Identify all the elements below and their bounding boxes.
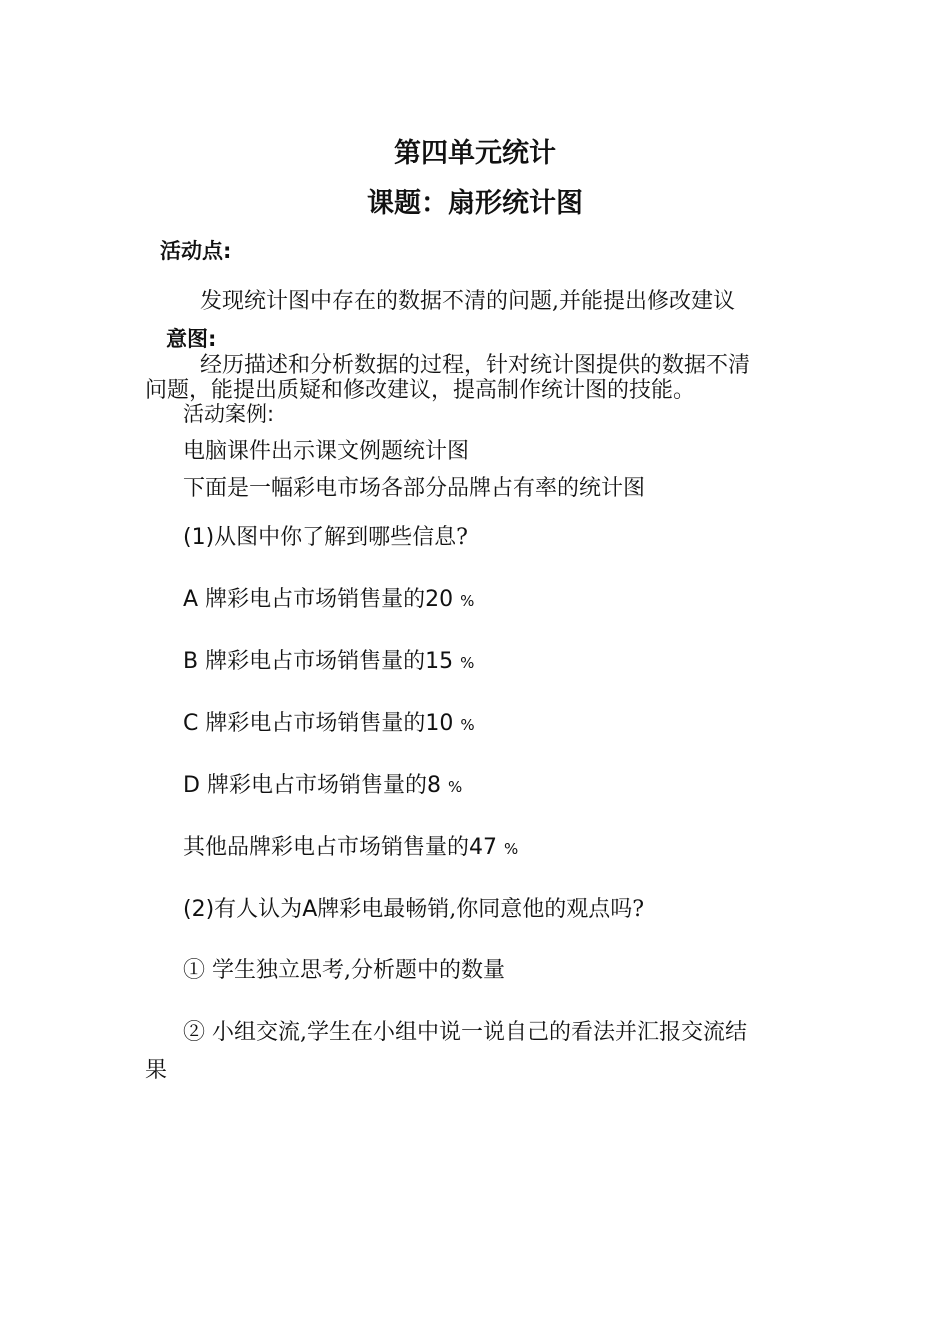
brand-d-line [183,768,462,799]
brand-text: 牌彩电占市场销售量的 [205,711,426,736]
percent-sign: % [504,840,519,858]
brand-text: 牌彩电占市场销售量的 [205,587,426,612]
brand-a-line [183,582,474,613]
other-brands-line [183,830,518,861]
brand-b-line [183,644,474,675]
brand-letter: A [183,587,199,612]
question-1-number: (1) [183,525,215,550]
case-line-1: 电脑课件出示课文例题统计图 [183,439,470,464]
activity-point-label: 活动点: [160,239,232,263]
percent-sign: % [460,592,475,610]
case-label: 活动案例: [183,402,275,426]
brand-letter: C [183,711,199,736]
intent-line-2: 问题，能提出质疑和修改建议，提高制作统计图的技能。 [145,378,696,403]
step-2-line-2: 果 [145,1058,168,1083]
step-2-line-1: ② 小组交流,学生在小组中说一说自己的看法并汇报交流结 [183,1020,747,1045]
intent-label: 意图: [166,327,217,351]
unit-title: 第四单元统计 [394,138,556,169]
brand-c-line [183,706,475,737]
other-value: 47 [469,835,498,860]
percent-sign: % [447,778,463,796]
question-2-pre: 有人认为 [214,897,303,922]
brand-text: 牌彩电占市场销售量的 [206,773,427,798]
brand-value: 15 [425,649,454,674]
brand-value: 20 [425,587,454,612]
activity-point-text: 发现统计图中存在的数据不清的问题,并能提出修改建议 [200,289,735,314]
question-1 [183,520,468,551]
brand-value: 10 [425,711,454,736]
question-2-post: 牌彩电最畅销,你同意他的观点吗? [317,897,645,922]
question-2-number: (2) [183,897,215,922]
brand-letter: B [183,649,199,674]
intent-line-1: 经历描述和分析数据的过程，针对统计图提供的数据不清 [200,353,751,378]
question-2 [183,892,644,923]
step-1: ① 学生独立思考,分析题中的数量 [183,958,505,983]
case-line-2: 下面是一幅彩电市场各部分品牌占有率的统计图 [183,476,646,501]
brand-letter: D [183,773,200,798]
percent-sign: % [460,716,475,734]
lesson-title: 课题：扇形统计图 [367,188,583,219]
percent-sign: % [460,654,475,672]
brand-text: 牌彩电占市场销售量的 [205,649,426,674]
question-2-letter: A [302,897,318,922]
brand-value: 8 [426,773,441,798]
other-text: 其他品牌彩电占市场销售量的 [183,835,470,860]
question-1-text: 从图中你了解到哪些信息? [214,525,468,550]
